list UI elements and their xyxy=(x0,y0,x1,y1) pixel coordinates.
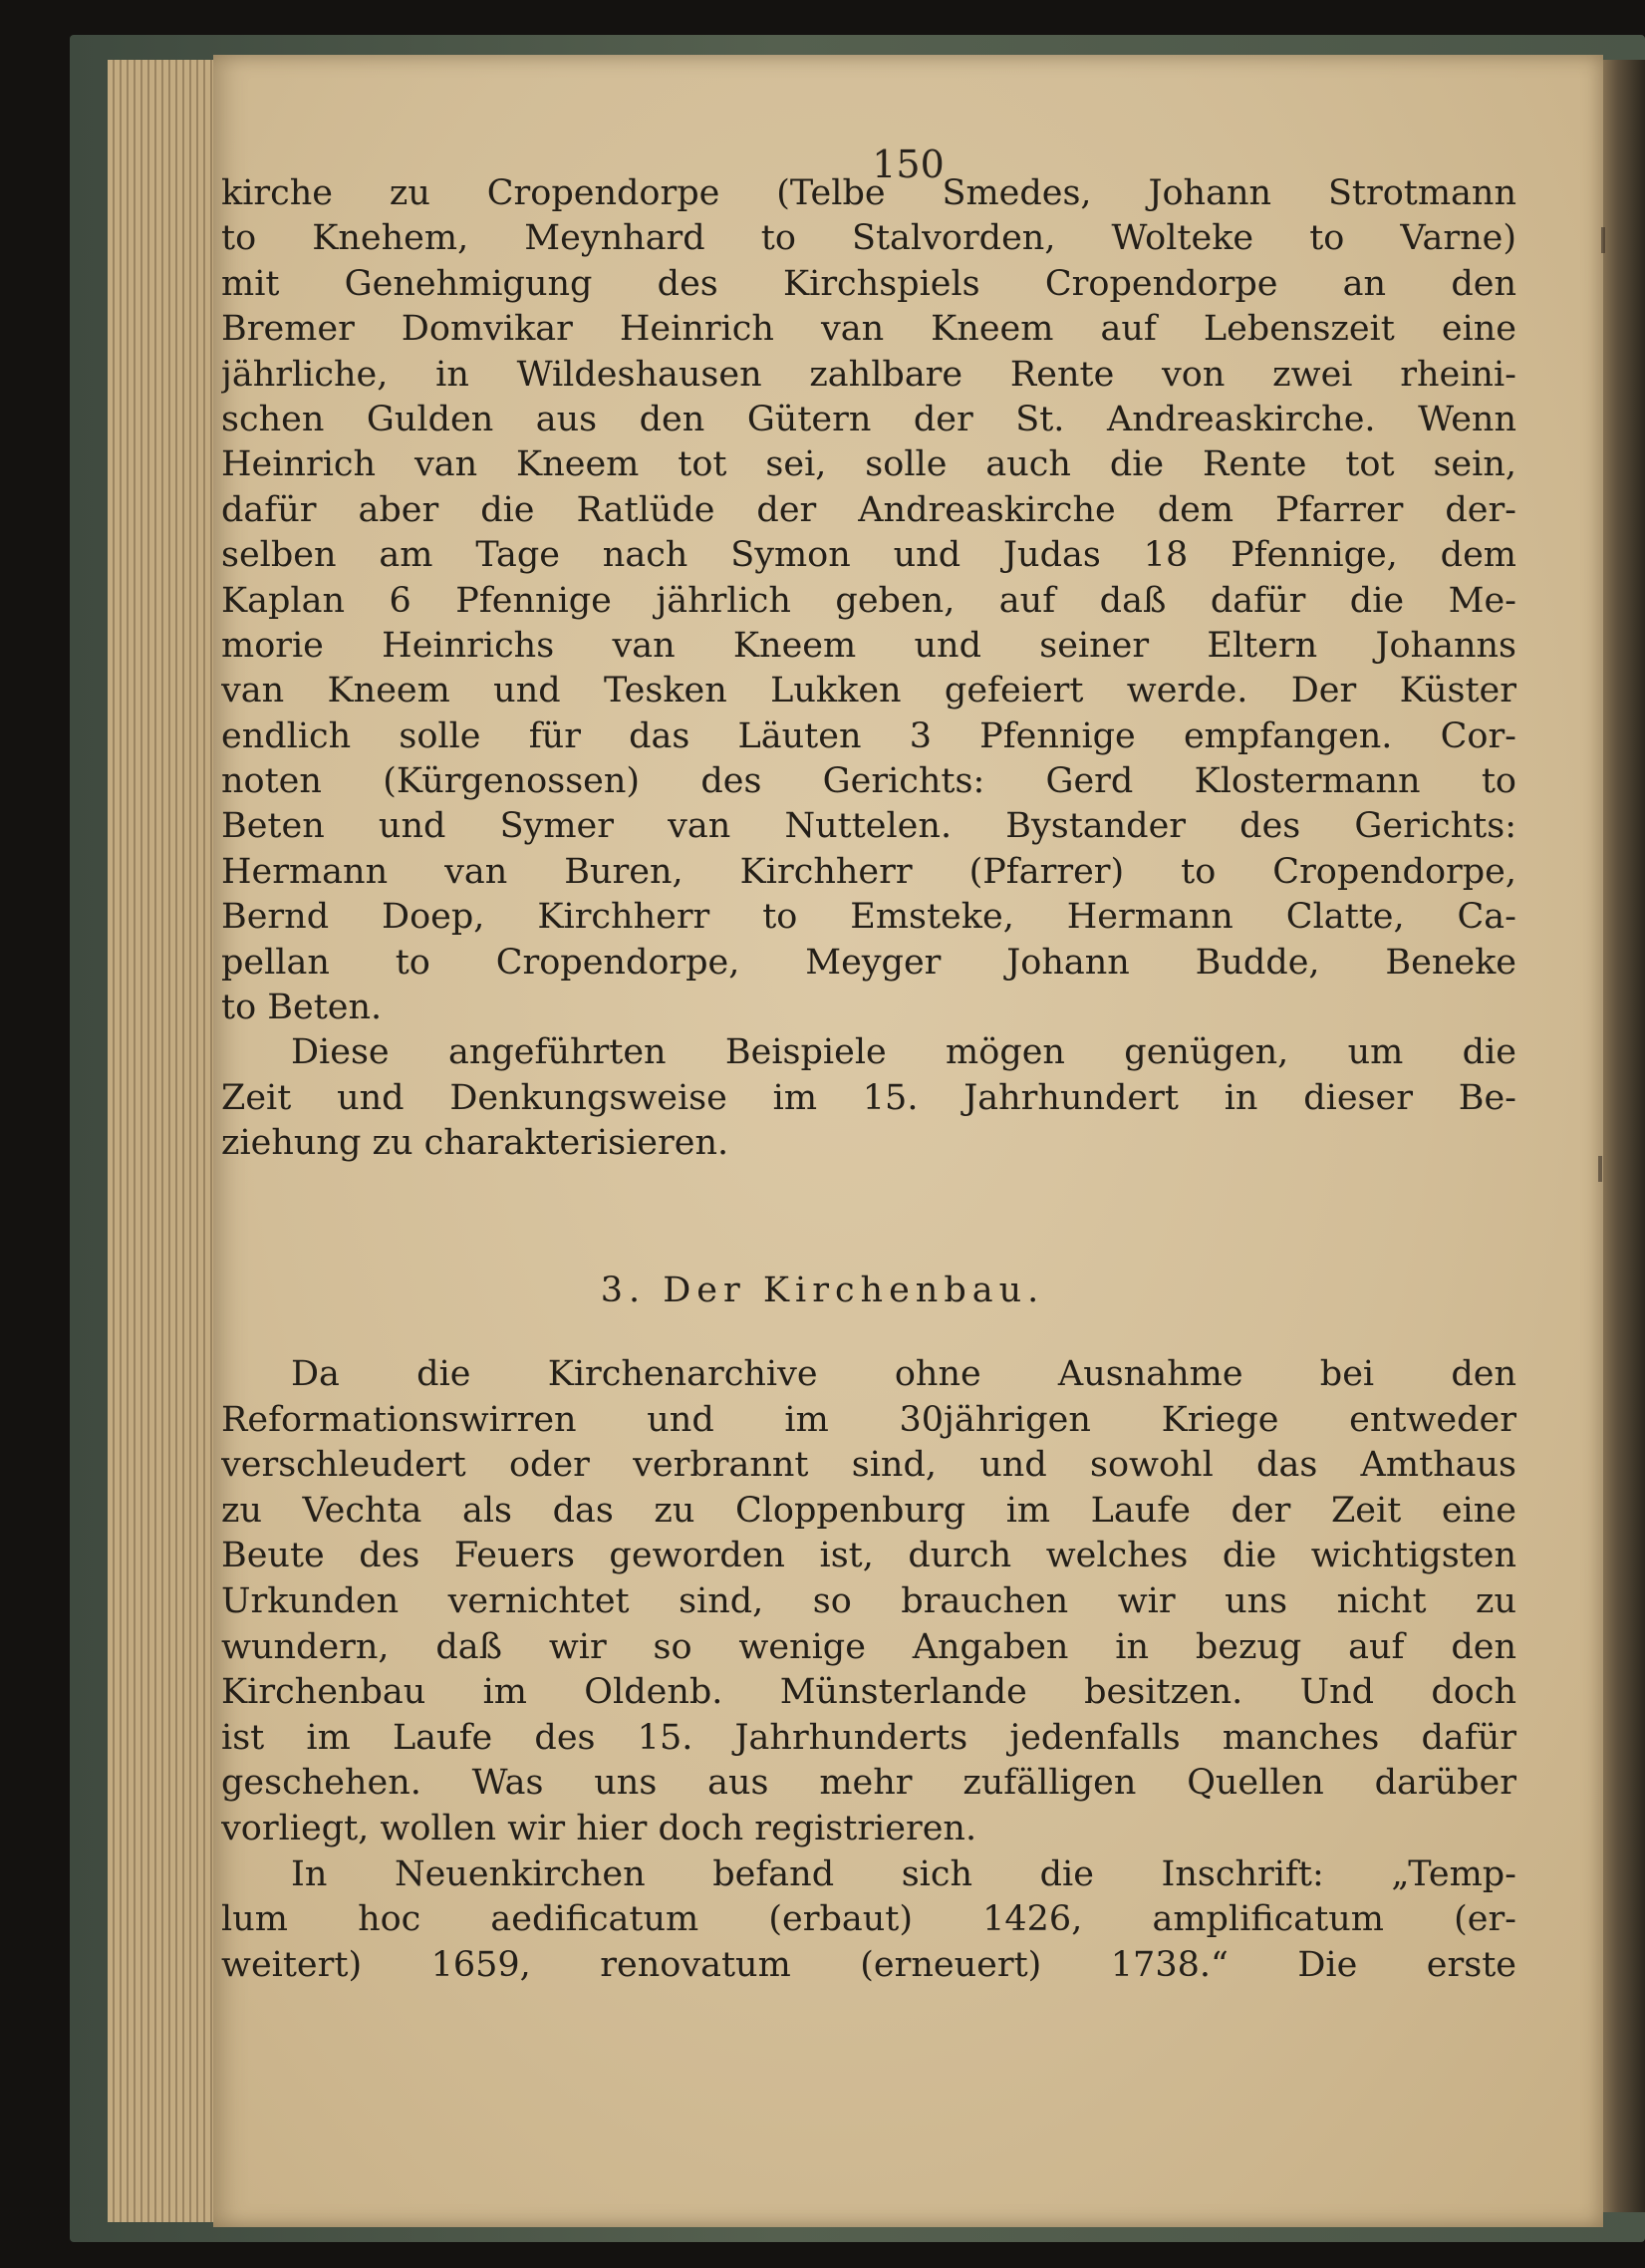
text-line: Urkunden vernichtet sind, so brauchen wir uns nicht zu xyxy=(221,1580,1516,1621)
margin-mark xyxy=(1598,1156,1602,1182)
text-line: mit Genehmigung des Kirchspiels Cropendorpe an den xyxy=(221,263,1516,304)
text-line: dafür aber die Ratlüde der Andreaskirche dem Pfarrer der- xyxy=(221,489,1516,530)
text-line: selben am Tage nach Symon und Judas 18 Pfennige, dem xyxy=(221,535,1516,576)
text-line: Da die Kirchenarchive ohne Ausnahme bei den xyxy=(291,1354,1516,1394)
text-line: Heinrich van Kneem tot sei, solle auch die Rente tot sein, xyxy=(221,444,1516,485)
text-line: lum hoc aedificatum (erbaut) 1426, amplificatum (er- xyxy=(221,1899,1516,1940)
section-heading: 3. Der Kirchenbau. xyxy=(600,1271,1045,1310)
text-line: Kaplan 6 Pfennige jährlich geben, auf daß dafür die Me- xyxy=(221,580,1516,621)
text-line: morie Heinrichs van Kneem und seiner Eltern Johanns xyxy=(221,625,1516,666)
text-line: Bremer Domvikar Heinrich van Kneem auf Lebenszeit eine xyxy=(221,309,1516,350)
text-line: In Neuenkirchen befand sich die Inschrift: „Temp- xyxy=(291,1853,1516,1894)
text-line: endlich solle für das Läuten 3 Pfennige empfangen. Cor- xyxy=(221,715,1516,756)
text-line: jährliche, in Wildeshausen zahlbare Rente von zwei rheini- xyxy=(221,354,1516,395)
text-line: vorliegt, wollen wir hier doch registrieren. xyxy=(221,1808,977,1848)
text-line: Hermann van Buren, Kirchherr (Pfarrer) to Cropendorpe, xyxy=(221,851,1516,892)
margin-mark xyxy=(1601,227,1605,253)
page-gutter xyxy=(1599,60,1645,2212)
text-line: Beten und Symer van Nuttelen. Bystander des Gerichts: xyxy=(221,806,1516,847)
text-line: to Knehem, Meynhard to Stalvorden, Wolteke to Varne) xyxy=(221,218,1516,259)
text-line: noten (Kürgenossen) des Gerichts: Gerd Klostermann to xyxy=(221,761,1516,802)
text-line: Bernd Doep, Kirchherr to Emsteke, Hermann Clatte, Ca- xyxy=(221,897,1516,938)
text-line: Beute des Feuers geworden ist, durch welches die wichtigsten xyxy=(221,1536,1516,1576)
text-line: weitert) 1659, renovatum (erneuert) 1738.“ Die erste xyxy=(221,1944,1516,1985)
paragraph-3 xyxy=(221,1352,1516,1988)
page-edges xyxy=(108,60,217,2222)
paragraph-1 xyxy=(221,171,1516,1167)
text-line: Zeit und Denkungsweise im 15. Jahrhundert in dieser Be- xyxy=(221,1077,1516,1118)
text-line: wundern, daß wir so wenige Angaben in bezug auf den xyxy=(221,1626,1516,1667)
text-line: verschleudert oder verbrannt sind, und sowohl das Amthaus xyxy=(221,1445,1516,1486)
text-line: ziehung zu charakterisieren. xyxy=(221,1123,729,1164)
text-line: Reformationswirren und im 30jährigen Kriege entweder xyxy=(221,1399,1516,1440)
text-line: van Kneem und Tesken Lukken gefeiert werde. Der Küster xyxy=(221,671,1516,711)
text-line: schen Gulden aus den Gütern der St. Andreaskirche. Wenn xyxy=(221,399,1516,439)
text-line: pellan to Cropendorpe, Meyger Johann Budde, Beneke xyxy=(221,942,1516,983)
text-line: Kirchenbau im Oldenb. Münsterlande besitzen. Und doch xyxy=(221,1672,1516,1713)
text-line: geschehen. Was uns aus mehr zufälligen Quellen darüber xyxy=(221,1763,1516,1804)
text-line: kirche zu Cropendorpe (Telbe Smedes, Johann Strotmann xyxy=(221,173,1516,213)
text-line: to Beten. xyxy=(221,988,383,1028)
text-line: Diese angeführten Beispiele mögen genügen, um die xyxy=(291,1032,1516,1073)
text-line: zu Vechta als das zu Cloppenburg im Laufe der Zeit eine xyxy=(221,1490,1516,1531)
text-line: ist im Laufe des 15. Jahrhunderts jedenfalls manches dafür xyxy=(221,1717,1516,1758)
page-number: 150 xyxy=(872,142,945,186)
